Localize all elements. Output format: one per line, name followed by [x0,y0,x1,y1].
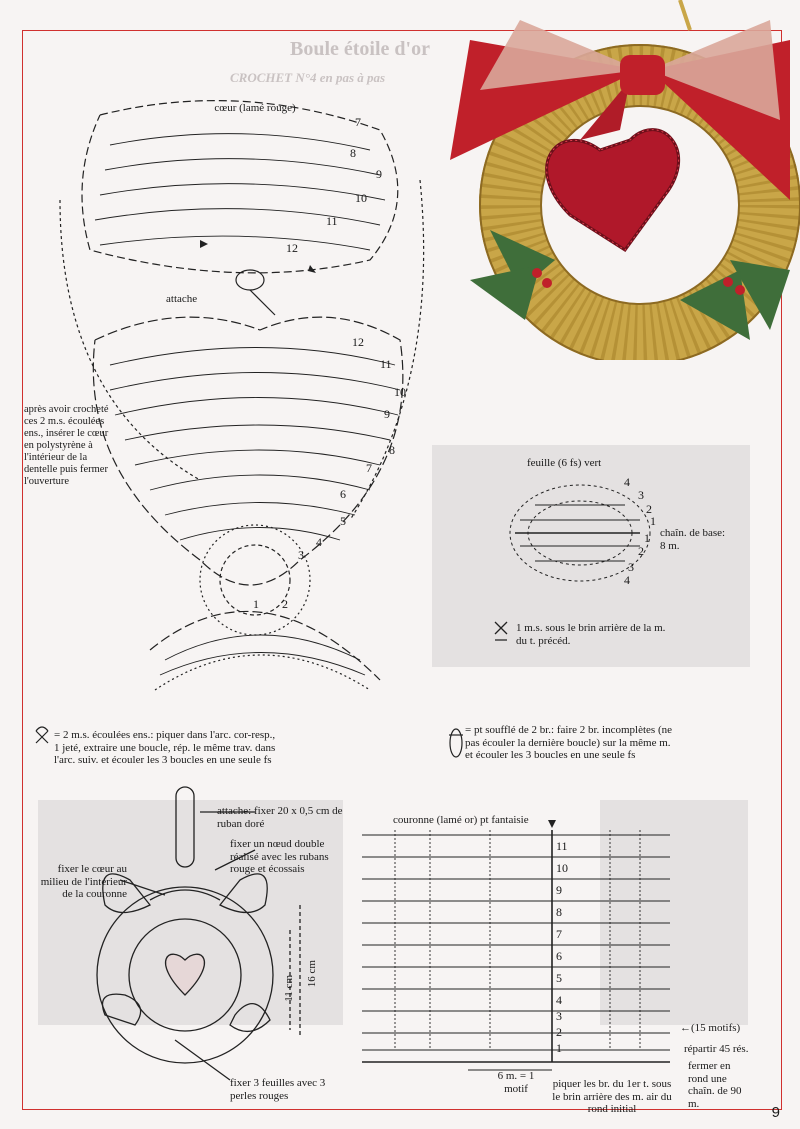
crown-row-4: 4 [556,993,562,1007]
heart-label: cœur (lamé rouge) [214,102,296,114]
leaf-base-label: chaîn. de base: 8 m. [660,527,726,552]
crown-fermer: fermer en rond une chaîn. de 90 m. [688,1060,742,1110]
crown-row-8: 8 [556,905,562,919]
leaf-label: feuille (6 fs) vert [527,457,602,469]
heart-row-9: 9 [384,407,390,421]
assembly-attache: attache: fixer 20 x 0,5 cm de ruban doré [217,805,343,830]
bg-title-faded: Boule étoile d'or [290,38,430,60]
heart-row-4: 4 [316,535,322,549]
leaf-row-3-bottom: 3 [628,560,634,574]
assembly-dim-outer: 16 cm [306,960,318,988]
heart-row-9-top: 9 [376,167,382,181]
heart-row-5: 5 [340,514,346,528]
heart-row-6: 6 [340,487,346,501]
heart-row-1: 1 [253,597,259,611]
heart-row-7-top: 7 [355,115,361,129]
assembly-noeud: fixer un nœud double réalisé avec les rubans rouge et écossais [230,838,329,875]
heart-row-8: 8 [389,443,395,457]
assembly-dim-inner: 11 cm [283,975,295,1002]
leaf-row-2-bottom: 2 [638,544,644,558]
crown-row-3: 3 [556,1009,562,1023]
crown-repartir: répartir 45 rés. [684,1043,749,1055]
heart-row-11-top: 11 [326,214,338,228]
heart-row-12-top: 12 [286,241,298,255]
leaf-row-3-top: 3 [638,488,644,502]
leaf-legend-ms: 1 m.s. sous le brin arrière de la m. du t. précéd. [516,622,666,647]
heart-row-7: 7 [366,461,372,475]
heart-row-3: 3 [298,548,304,562]
legend-2ms: = 2 m.s. écoulées ens.: piquer dans l'arc. cor-resp., 1 jeté, extraire une boucle, rép. le même trav. dans l'arc. suiv. et écouler les 3 boucles en une seule fs [54,729,276,766]
note-after-crochet: après avoir crocheté ces 2 m.s. écoulées ens., insérer le cœur en polystyrène à l'intérieur de la dentelle puis fermer l'ouverture [24,404,109,487]
heart-row-2: 2 [282,597,288,611]
crown-row-9: 9 [556,883,562,897]
leaf-row-4-bottom: 4 [624,573,630,587]
leaf-row-1-top: 1 [650,514,656,528]
crown-row-10: 10 [556,861,568,875]
heart-row-10: 10 [394,385,406,399]
crown-motif-width: 6 m. = 1 motif [497,1070,535,1095]
assembly-feuilles: fixer 3 feuilles avec 3 perles rouges [230,1077,326,1102]
crown-rows [362,835,670,1050]
crown-label: couronne (lamé or) pt fantaisie [393,814,529,826]
crown-row-1: 1 [556,1041,562,1055]
heart-row-10-top: 10 [355,191,367,205]
leaf-row-1-bottom: 1 [644,531,650,545]
heart-row-12: 12 [352,335,364,349]
leaf-row-4-top: 4 [624,475,630,489]
attache-label: attache [166,293,198,305]
crown-row-11: 11 [556,839,568,853]
crown-row-6: 6 [556,949,562,963]
bg-subtitle-faded: CROCHET N°4 en pas à pas [230,70,386,85]
legend-puff: = pt soufflé de 2 br.: faire 2 br. incomplètes (ne pas écouler la dernière boucle) sur la même m. et écouler les 3 boucles en une seule fs [465,724,673,761]
crown-row-2: 2 [556,1025,562,1039]
crown-motifs: ←(15 motifs) [680,1022,741,1034]
crown-row-5: 5 [556,971,562,985]
heart-row-11: 11 [380,357,392,371]
crown-row-7: 7 [556,927,562,941]
crown-piquer: piquer les br. du 1er t. sous le brin arrière des m. air du rond initial [552,1078,672,1115]
assembly-coeur: fixer le cœur au milieu de l'intérieur de la couronne [40,863,127,900]
page-number: 9 [771,1104,780,1121]
leaf-row-2-top: 2 [646,502,652,516]
heart-row-8-top: 8 [350,146,356,160]
